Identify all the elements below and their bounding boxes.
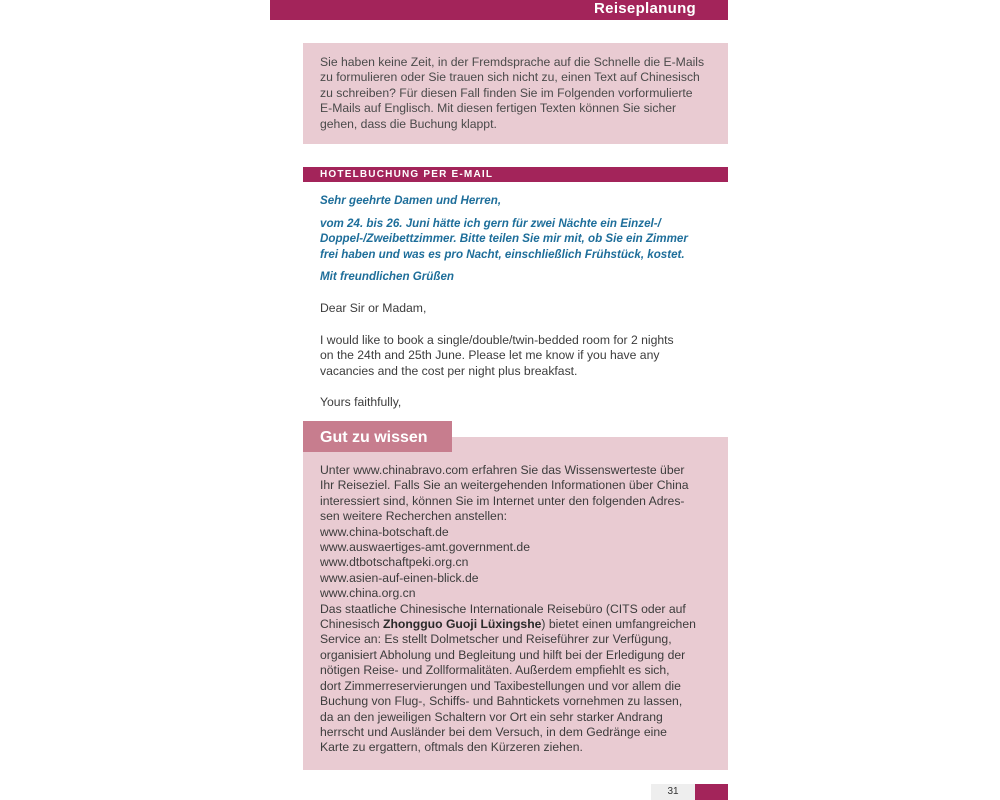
tip-line: organisiert Abholung und Begleitung und hilft bei der Erledigung der [320,647,686,662]
chapter-title: Reiseplanung [594,0,696,17]
tip-line: herrscht und Ausländer bei dem Versuch, in dem Gedränge eine [320,724,667,739]
tip-text [320,463,720,756]
section-heading: HOTELBUCHUNG PER E-MAIL [303,167,728,182]
tip-line-mixed [320,617,720,632]
intro-box [303,43,728,144]
header-bar [270,0,728,20]
intro-line: E-Mails auf Englisch. Mit diesen fertigen Texten können Sie sicher [320,101,677,116]
url-line: www.china-botschaft.de [320,524,449,539]
tip-line: Ihr Reiseziel. Falls Sie an weitergehenden Informationen über China [320,478,689,493]
english-closing: Yours faithfully, [320,395,402,409]
tip-line: Das staatliche Chinesische Internationale Reisebüro (CITS oder auf [320,601,686,616]
url-line: www.dtbotschaftpeki.org.cn [320,555,469,570]
tip-line: dort Zimmerreservierungen und Taxibestellungen und vor allem die [320,678,681,693]
tip-title: Gut zu wissen [303,421,452,452]
english-body-line: vacancies and the cost per night plus breakfast. [320,363,578,378]
english-body-line: I would like to book a single/double/twin-bedded room for 2 nights [320,332,674,347]
chinese-name: Zhongguo Guoji Lüxingshe [383,617,542,632]
tip-line: Karte zu ergattern, oftmals den Kürzeren ziehen. [320,740,583,755]
mixed-prefix: Chinesisch [320,617,383,632]
page-number: 31 [651,784,695,800]
german-closing: Mit freundlichen Grüßen [320,270,454,283]
url-line: www.asien-auf-einen-blick.de [320,570,479,585]
intro-line: zu formulieren oder Sie trauen sich nicht zu, einen Text auf Chinesisch [320,70,700,85]
page-accent-bar [695,784,728,800]
german-body-line: frei haben und was es pro Nacht, einschließlich Frühstück, kostet. [320,247,685,261]
intro-line: zu schreiben? Für diesen Fall finden Sie im Folgenden vorformulierte [320,85,693,100]
english-body-line: on the 24th and 25th June. Please let me know if you have any [320,348,660,362]
url-line: www.auswaertiges-amt.government.de [320,540,530,555]
german-body-line: vom 24. bis 26. Juni hätte ich gern für zwei Nächte ein Einzel-/ [320,216,661,230]
tip-line: Unter www.chinabravo.com erfahren Sie das Wissenswerteste über [320,463,685,477]
english-salutation: Dear Sir or Madam, [320,301,427,315]
german-body-line: Doppel-/Zweibettzimmer. Bitte teilen Sie mir mit, ob Sie ein Zimmer [320,232,688,245]
tip-line: interessiert sind, können Sie im Internet unter den folgenden Adres- [320,493,685,508]
german-body [320,216,720,263]
tip-line: da an den jeweiligen Schaltern vor Ort ein sehr starker Andrang [320,709,663,724]
mixed-suffix: ) bietet einen umfangreichen [541,617,696,632]
intro-line: gehen, dass die Buchung klappt. [320,116,497,131]
english-body [320,333,720,380]
english-email [320,301,720,427]
german-email [320,193,720,292]
url-line: www.china.org.cn [320,586,416,601]
tip-line: sen weitere Recherchen anstellen: [320,509,507,524]
tip-line: Buchung von Flug-, Schiffs- und Bahntickets vornehmen zu lassen, [320,694,683,709]
intro-line: Sie haben keine Zeit, in der Fremdsprache auf die Schnelle die E-Mails [320,55,705,69]
tip-line: Service an: Es stellt Dolmetscher und Reiseführer zur Verfügung, [320,632,672,647]
german-salutation: Sehr geehrte Damen und Herren, [320,194,502,207]
tip-line: nötigen Reise- und Zollformalitäten. Außerdem empfiehlt es sich, [320,663,670,678]
